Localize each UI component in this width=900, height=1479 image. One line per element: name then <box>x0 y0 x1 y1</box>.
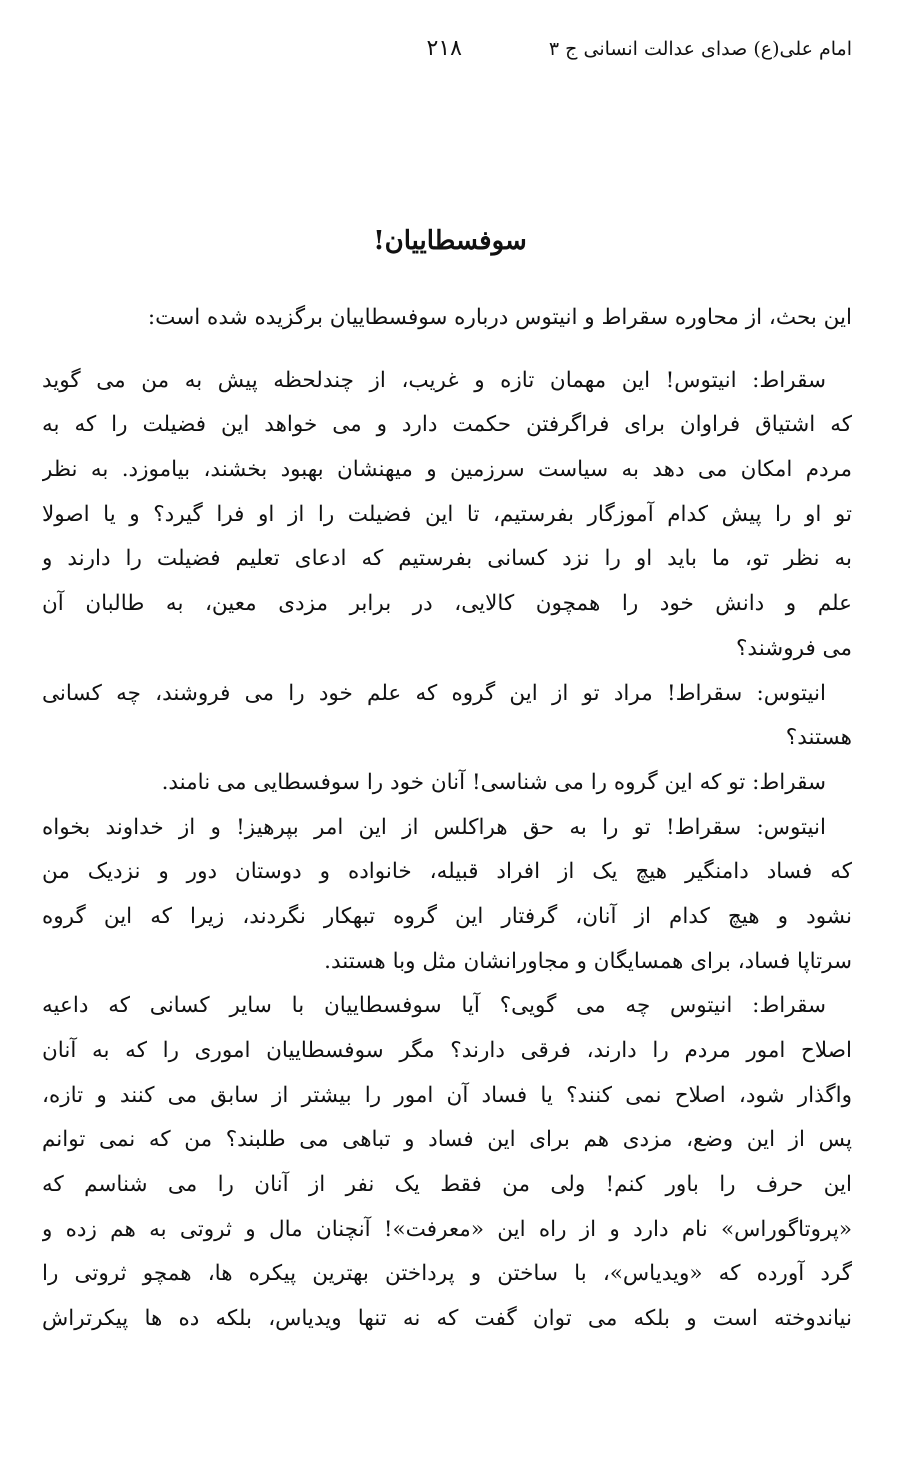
paragraph <box>42 359 852 672</box>
text-line: گرد آورده که «ویدیاس»، با ساختن و پرداختن بهترین پیکره ها، همچو ثروتی را <box>42 1261 852 1287</box>
text-line: این حرف را باور کنم! ولی من فقط یک نفر از آنان را می شناسم که <box>42 1172 852 1198</box>
paragraph <box>42 672 852 761</box>
page-number: ۲۱۸ <box>426 36 462 61</box>
paragraph <box>42 984 852 1342</box>
text-line: انیتوس: سقراط! مراد تو از این گروه که علم خود را می فروشند، چه کسانی <box>42 680 826 706</box>
paragraph <box>42 806 852 985</box>
section-title: سوفسطاییان! <box>373 226 527 256</box>
text-line: نیاندوخته است و بلکه می توان گفت که نه تنها ویدیاس، بلکه ده ها پیکرتراش <box>42 1306 852 1332</box>
text-line: سقراط: انیتوس! این مهمان تازه و غریب، از چندلحظه پیش به من می گوید <box>42 367 826 393</box>
intro-line: این بحث، از محاوره سقراط و انیتوس درباره سوفسطاییان برگزیده شده است: <box>147 305 852 330</box>
text-line: که اشتیاق فراوان برای فراگرفتن حکمت دارد و می خواهد این فضیلت را که به <box>42 412 852 438</box>
text-line: که فساد دامنگیر هیچ یک از افراد قبیله، خانواده و دوستان دور و نزدیک من <box>42 859 852 885</box>
paragraph <box>42 761 852 806</box>
text-line: پس از این وضع، مزدی هم برای این فساد و تباهی می طلبند؟ من که نمی توانم <box>42 1127 852 1153</box>
text-line: اصلاح امور مردم را دارند، فرقی دارند؟ مگر سوفسطاییان اموری را که به آنان <box>42 1038 852 1063</box>
text-line: انیتوس: سقراط! تو را به حق هراکلس از این امر بپرهیز! و از خداوند بخواه <box>42 814 826 840</box>
text-line: هستند؟ <box>785 725 852 751</box>
paragraph-gap <box>42 341 852 359</box>
text-line: به نظر تو، ما باید او را نزد کسانی بفرستیم که ادعای تعلیم فضیلت را دارند و <box>42 546 852 572</box>
text-line: علم و دانش خود را همچون کالایی، در برابر مزدی معین، به طالبان آن <box>42 591 852 617</box>
text-line: مردم امکان می دهد به سیاست سرزمین و میهنشان بهبود بخشند، بیاموزد. به نظر <box>42 457 852 483</box>
text-line: «پروتاگوراس» نام دارد و از راه این «معرفت»! آنچنان مال و ثروتی به هم زده و <box>42 1216 852 1242</box>
body-text <box>42 296 852 1342</box>
text-line: واگذار شود، اصلاح نمی کنند؟ یا فساد آن امور را بیشتر از سابق می کنند و تازه، <box>42 1082 852 1108</box>
book-title: امام علی(ع) صدای عدالت انسانی ج ۳ <box>548 38 852 60</box>
text-line: تو او را پیش کدام آموزگار بفرستیم، تا این فضیلت را از او فرا گیرد؟ و یا اصولا <box>42 501 852 527</box>
running-header <box>40 38 852 68</box>
text-line: سرتاپا فساد، برای همسایگان و مجاورانشان مثل وبا هستند. <box>324 948 852 974</box>
text-line: می فروشند؟ <box>736 635 852 661</box>
text-line: سقراط: انیتوس چه می گویی؟ آیا سوفسطاییان با سایر کسانی که داعیه <box>42 993 826 1019</box>
text-line: نشود و هیچ کدام از آنان، گرفتار این گروه تبهکار نگردند، زیرا که این گروه <box>42 903 852 929</box>
text-line: سقراط: تو که این گروه را می شناسی! آنان خود را سوفسطایی می نامند. <box>161 769 826 795</box>
